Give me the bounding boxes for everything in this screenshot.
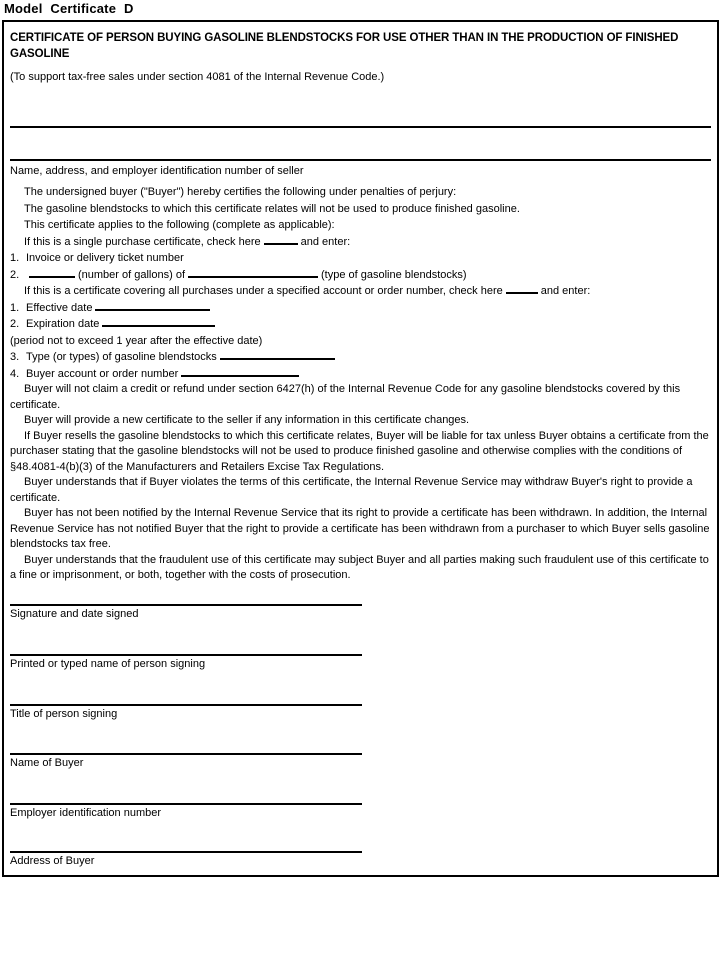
buyer-name-line[interactable]: [10, 753, 362, 755]
buyer-name-field: [10, 753, 362, 770]
ein-line[interactable]: [10, 803, 362, 805]
signature-date-label: Signature and date signed: [10, 608, 139, 620]
account-item-expiration-date: [10, 316, 711, 333]
statement-applies: This certificate applies to the following (complete as applicable):: [24, 219, 335, 231]
certificate-terms: [10, 382, 711, 584]
term-violation-withdrawal: Buyer understands that if Buyer violates the terms of this certificate, the Internal Revenue Service may withdraw Buyer's right to provide a certificate.: [10, 476, 693, 504]
effective-date-number: 1.: [10, 301, 20, 314]
type-number: 3.: [10, 351, 20, 363]
certificate-statements: [10, 184, 711, 382]
page-title: Model Certificate D: [4, 1, 134, 16]
buyer-name-label: Name of Buyer: [10, 757, 84, 769]
type-blank[interactable]: [220, 350, 335, 360]
account-purchase-check-blank[interactable]: [506, 284, 538, 294]
account-item-effective-date: [10, 300, 711, 317]
ein-field: [10, 803, 362, 820]
order-number-number: 4.: [10, 367, 20, 380]
term-not-notified: Buyer has not been notified by the Internal Revenue Service that its right to provide a certificate has been withdrawn. In addition, the Internal Revenue Service has not notified Buyer that the right to provide a certificate has been withdrawn from a purchaser to which Buyer sells gasoline blendstocks tax free.: [10, 507, 710, 550]
gallons-blank[interactable]: [29, 268, 75, 278]
printed-name-field: [10, 654, 362, 671]
account-purchase-check-suffix: and enter:: [540, 285, 591, 297]
support-note: (To support tax-free sales under section 4081 of the Internal Revenue Code.): [10, 71, 385, 83]
expiration-date-blank[interactable]: [102, 317, 215, 327]
single-purchase-check-suffix: and enter:: [300, 235, 351, 248]
effective-date-blank[interactable]: [95, 301, 210, 311]
period-note: (period not to exceed 1 year after the effective date): [10, 334, 263, 347]
term-no-credit-refund: Buyer will not claim a credit or refund under section 6427(h) of the Internal Revenue Code for any gasoline blendstocks covered by this certificate.: [10, 383, 681, 411]
title-line[interactable]: [10, 704, 362, 706]
printed-name-line[interactable]: [10, 654, 362, 656]
account-purchase-check-prefix: If this is a certificate covering all purchases under a specified account or order number, check here: [24, 285, 503, 297]
effective-date-label: Effective date: [26, 301, 93, 314]
buyer-address-line[interactable]: [10, 851, 362, 853]
seller-info-entry-line-2[interactable]: [10, 159, 711, 161]
certificate-heading: CERTIFICATE OF PERSON BUYING GASOLINE BLENDSTOCKS FOR USE OTHER THAN IN THE PRODUCTION OF FINISHED GASOLINE: [10, 32, 679, 60]
printed-name-label: Printed or typed name of person signing: [10, 658, 206, 670]
single-purchase-check-prefix: If this is a single purchase certificate, check here: [24, 235, 261, 248]
certificate-box: [2, 20, 719, 877]
term-resale-liability: If Buyer resells the gasoline blendstocks to which this certificate relates, Buyer will be liable for tax unless Buyer obtains a certificate from the purchaser stating that the gasoline blendstocks will not be used to produce finished gasoline and otherwise complies with the conditions of §48.4081-4(b)(3) of the Manufacturers and Retailers Excise Tax Regulations.: [10, 429, 709, 473]
signature-section: [10, 604, 362, 879]
single-item-invoice-label: Invoice or delivery ticket number: [26, 252, 184, 264]
account-item-type: [10, 349, 711, 366]
single-item-gallons-number: 2.: [10, 268, 20, 281]
title-field: [10, 704, 362, 721]
order-number-label: Buyer account or order number: [26, 367, 179, 380]
expiration-date-number: 2.: [10, 318, 20, 330]
seller-info-label: Name, address, and employer identification number of seller: [10, 165, 304, 177]
account-item-order-number: [10, 366, 711, 383]
order-number-blank[interactable]: [181, 367, 299, 377]
signature-date-line[interactable]: [10, 604, 362, 606]
gallons-label: (number of gallons) of: [78, 268, 185, 281]
signature-date-field: [10, 604, 362, 621]
type-label: Type (or types) of gasoline blendstocks: [26, 351, 217, 363]
title-label: Title of person signing: [10, 708, 118, 720]
buyer-address-field: [10, 851, 362, 868]
statement-perjury: The undersigned buyer ("Buyer") hereby certifies the following under penalties of perjury:: [24, 186, 457, 198]
term-new-certificate: Buyer will provide a new certificate to the seller if any information in this certificate changes.: [24, 414, 470, 426]
expiration-date-label: Expiration date: [26, 318, 100, 330]
account-purchase-check-line: [10, 283, 711, 300]
single-purchase-check-line: [10, 234, 711, 251]
term-fraudulent-use: Buyer understands that the fraudulent use of this certificate may subject Buyer and all parties making such fraudulent use of this certificate to a fine or imprisonment, or both, together with the costs of prosecution.: [10, 553, 709, 581]
single-item-gallons: [10, 267, 711, 284]
single-purchase-check-blank[interactable]: [264, 235, 298, 245]
blendstock-type-label: (type of gasoline blendstocks): [321, 268, 467, 281]
single-item-invoice-number: 1.: [10, 252, 20, 264]
buyer-address-label: Address of Buyer: [10, 855, 95, 867]
statement-not-used: The gasoline blendstocks to which this certificate relates will not be used to produce finished gasoline.: [24, 202, 520, 215]
seller-info-entry-line-1[interactable]: [10, 126, 711, 128]
blendstock-type-blank[interactable]: [188, 268, 318, 278]
ein-label: Employer identification number: [10, 807, 162, 819]
single-item-invoice: [10, 250, 711, 267]
